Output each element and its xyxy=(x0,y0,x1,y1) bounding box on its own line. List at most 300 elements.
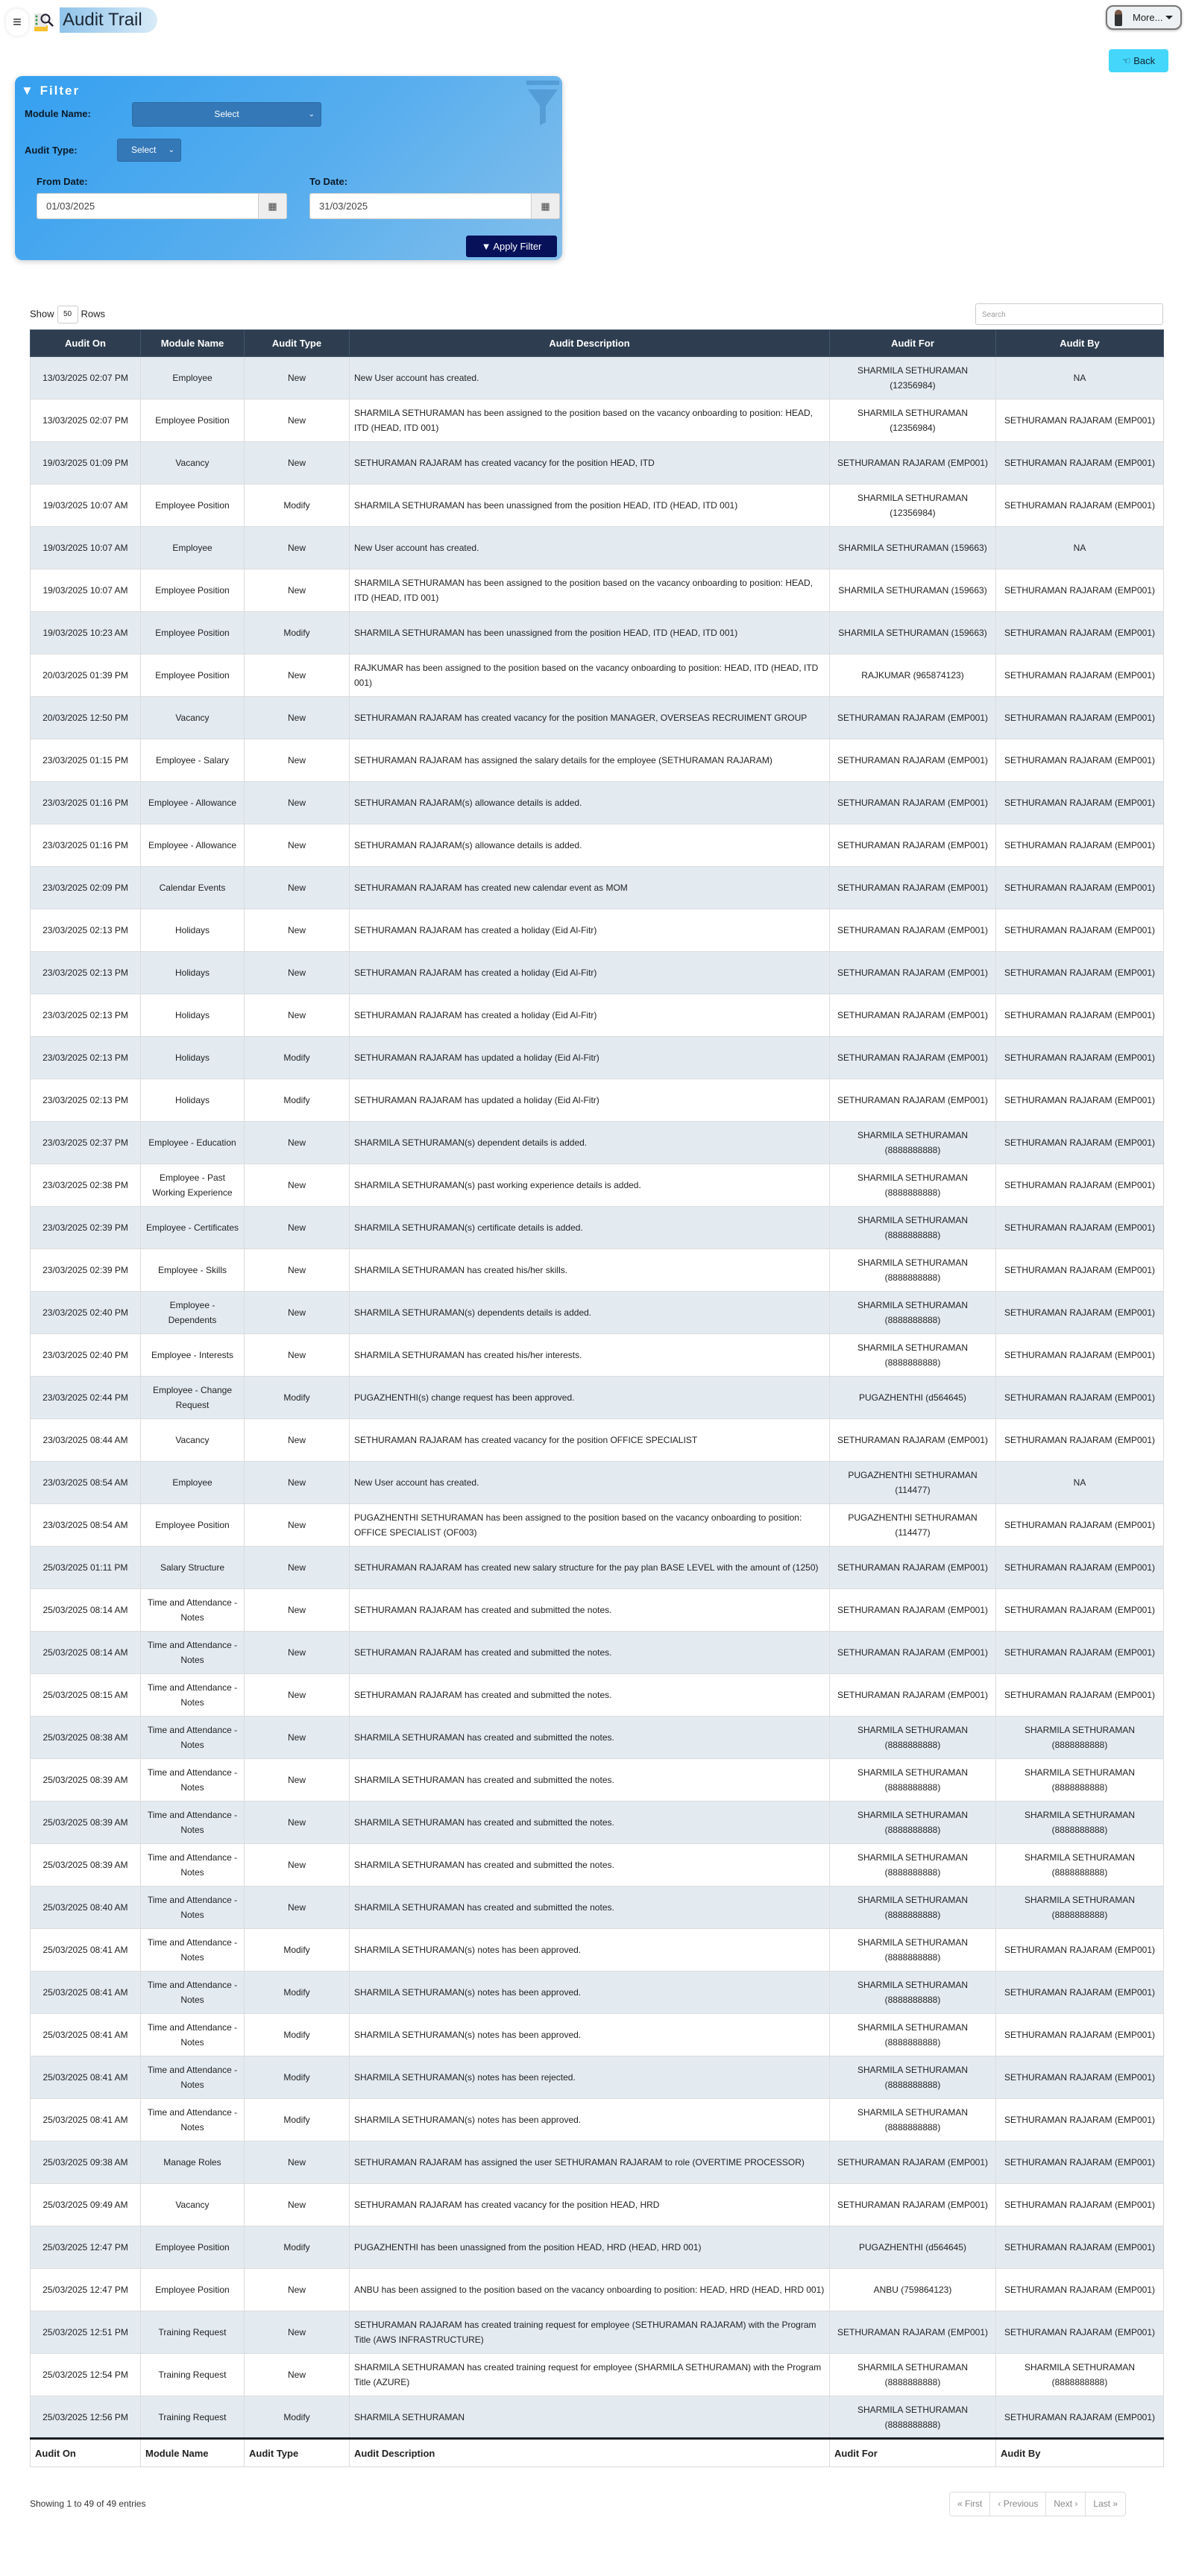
rows-per-page-input[interactable]: 50 xyxy=(57,306,78,323)
audit-by-cell: SETHURAMAN RAJARAM (EMP001) xyxy=(996,994,1164,1037)
audit-type-cell: New xyxy=(245,1759,350,1802)
module-name-cell: Employee Position xyxy=(141,2269,245,2311)
audit-description-cell: SHARMILA SETHURAMAN has created and submitted the notes. xyxy=(350,1802,830,1844)
chevron-down-icon: ⌄ xyxy=(168,146,174,154)
audit-for-cell: SHARMILA SETHURAMAN (159663) xyxy=(830,569,996,612)
audit-description-cell: SETHURAMAN RAJARAM has created vacancy for the position HEAD, HRD xyxy=(350,2184,830,2226)
audit-on-cell: 23/03/2025 01:15 PM xyxy=(31,739,141,782)
audit-on-cell: 23/03/2025 02:40 PM xyxy=(31,1292,141,1334)
audit-for-cell: SHARMILA SETHURAMAN (8888888888) xyxy=(830,1844,996,1887)
table-row xyxy=(31,1887,1164,1929)
column-header-module-name[interactable]: Module Name xyxy=(141,330,245,357)
calendar-icon[interactable]: ▦ xyxy=(258,194,286,218)
audit-type-cell: Modify xyxy=(245,1037,350,1079)
table-header-row xyxy=(31,330,1164,357)
table-row xyxy=(31,2141,1164,2184)
table-row xyxy=(31,909,1164,952)
audit-by-cell: SETHURAMAN RAJARAM (EMP001) xyxy=(996,2184,1164,2226)
column-footer-audit-description: Audit Description xyxy=(350,2439,830,2467)
column-header-audit-description[interactable]: Audit Description xyxy=(350,330,830,357)
audit-on-cell: 25/03/2025 08:39 AM xyxy=(31,1802,141,1844)
audit-on-cell: 25/03/2025 12:51 PM xyxy=(31,2311,141,2354)
module-name-cell: Vacancy xyxy=(141,1419,245,1462)
audit-type-cell: New xyxy=(245,867,350,909)
search-input[interactable]: Search xyxy=(975,303,1163,325)
audit-for-cell: SHARMILA SETHURAMAN (8888888888) xyxy=(830,1802,996,1844)
audit-on-cell: 23/03/2025 02:39 PM xyxy=(31,1249,141,1292)
hamburger-menu-button[interactable] xyxy=(6,9,28,36)
column-header-audit-for[interactable]: Audit For xyxy=(830,330,996,357)
table-row xyxy=(31,1717,1164,1759)
audit-by-cell: SETHURAMAN RAJARAM (EMP001) xyxy=(996,1547,1164,1589)
table-row xyxy=(31,2014,1164,2056)
audit-by-cell: SETHURAMAN RAJARAM (EMP001) xyxy=(996,484,1164,527)
audit-on-cell: 25/03/2025 12:47 PM xyxy=(31,2269,141,2311)
audit-by-cell: SETHURAMAN RAJARAM (EMP001) xyxy=(996,1674,1164,1717)
audit-type-cell: New xyxy=(245,1844,350,1887)
filter-panel xyxy=(15,76,562,260)
table-row xyxy=(31,1377,1164,1419)
module-name-cell: Time and Attendance - Notes xyxy=(141,1802,245,1844)
table-row xyxy=(31,1164,1164,1207)
module-name-cell: Holidays xyxy=(141,1079,245,1122)
next-page-button[interactable] xyxy=(1046,2493,1086,2516)
audit-on-cell: 23/03/2025 01:16 PM xyxy=(31,824,141,867)
audit-by-cell: SETHURAMAN RAJARAM (EMP001) xyxy=(996,1972,1164,2014)
audit-on-cell: 13/03/2025 02:07 PM xyxy=(31,357,141,400)
audit-description-cell: SETHURAMAN RAJARAM has created vacancy for the position HEAD, ITD xyxy=(350,442,830,484)
audit-by-cell: SETHURAMAN RAJARAM (EMP001) xyxy=(996,2396,1164,2439)
audit-for-cell: SETHURAMAN RAJARAM (EMP001) xyxy=(830,2311,996,2354)
module-name-select[interactable] xyxy=(132,102,321,127)
audit-on-cell: 23/03/2025 02:13 PM xyxy=(31,1037,141,1079)
module-name-cell: Time and Attendance - Notes xyxy=(141,1759,245,1802)
audit-on-cell: 19/03/2025 01:09 PM xyxy=(31,442,141,484)
audit-by-cell: SETHURAMAN RAJARAM (EMP001) xyxy=(996,1929,1164,1972)
audit-type-cell: New xyxy=(245,1419,350,1462)
audit-description-cell: SHARMILA SETHURAMAN(s) past working experience details is added. xyxy=(350,1164,830,1207)
module-name-cell: Vacancy xyxy=(141,442,245,484)
audit-by-cell: SETHURAMAN RAJARAM (EMP001) xyxy=(996,867,1164,909)
table-row xyxy=(31,2311,1164,2354)
audit-by-cell: SETHURAMAN RAJARAM (EMP001) xyxy=(996,697,1164,739)
audit-type-cell: Modify xyxy=(245,1972,350,2014)
audit-description-cell: SETHURAMAN RAJARAM has assigned the user SETHURAMAN RAJARAM to role (OVERTIME PROCESSOR) xyxy=(350,2141,830,2184)
audit-type-cell: Modify xyxy=(245,1079,350,1122)
audit-for-cell: SHARMILA SETHURAMAN (12356984) xyxy=(830,484,996,527)
audit-type-cell: Modify xyxy=(245,2396,350,2439)
audit-by-cell: SETHURAMAN RAJARAM (EMP001) xyxy=(996,909,1164,952)
audit-type-cell: New xyxy=(245,697,350,739)
audit-on-cell: 19/03/2025 10:07 AM xyxy=(31,484,141,527)
audit-type-cell: Modify xyxy=(245,1377,350,1419)
audit-for-cell: SHARMILA SETHURAMAN (12356984) xyxy=(830,400,996,442)
table-row xyxy=(31,484,1164,527)
table-row xyxy=(31,697,1164,739)
audit-for-cell: SHARMILA SETHURAMAN (8888888888) xyxy=(830,1164,996,1207)
audit-type-cell: New xyxy=(245,1249,350,1292)
module-name-cell: Employee - Certificates xyxy=(141,1207,245,1249)
audit-type-cell: New xyxy=(245,782,350,824)
module-name-cell: Time and Attendance - Notes xyxy=(141,1844,245,1887)
audit-by-cell: SETHURAMAN RAJARAM (EMP001) xyxy=(996,569,1164,612)
audit-type-cell: New xyxy=(245,569,350,612)
module-name-cell: Time and Attendance - Notes xyxy=(141,2099,245,2141)
audit-description-cell: SHARMILA SETHURAMAN has created and submitted the notes. xyxy=(350,1844,830,1887)
audit-on-cell: 25/03/2025 08:39 AM xyxy=(31,1844,141,1887)
module-name-cell: Training Request xyxy=(141,2311,245,2354)
audit-type-cell: New xyxy=(245,1589,350,1632)
module-name-cell: Employee Position xyxy=(141,2226,245,2269)
last-page-button[interactable] xyxy=(1086,2493,1125,2516)
calendar-icon[interactable]: ▦ xyxy=(531,194,559,218)
column-footer-audit-by: Audit By xyxy=(996,2439,1164,2467)
column-footer-audit-on: Audit On xyxy=(31,2439,141,2467)
audit-on-cell: 25/03/2025 08:40 AM xyxy=(31,1887,141,1929)
table-row xyxy=(31,612,1164,654)
audit-for-cell: SHARMILA SETHURAMAN (159663) xyxy=(830,527,996,569)
audit-by-cell: SETHURAMAN RAJARAM (EMP001) xyxy=(996,400,1164,442)
table-row xyxy=(31,1207,1164,1249)
module-name-cell: Manage Roles xyxy=(141,2141,245,2184)
audit-for-cell: SETHURAMAN RAJARAM (EMP001) xyxy=(830,2141,996,2184)
from-date-value: 01/03/2025 xyxy=(46,201,95,212)
audit-type-cell: New xyxy=(245,739,350,782)
user-more-dropdown[interactable] xyxy=(1106,5,1182,30)
audit-by-cell: SETHURAMAN RAJARAM (EMP001) xyxy=(996,782,1164,824)
audit-type-label: Audit Type: xyxy=(25,145,78,156)
audit-description-cell: SHARMILA SETHURAMAN has created and submitted the notes. xyxy=(350,1887,830,1929)
module-name-cell: Employee - Skills xyxy=(141,1249,245,1292)
audit-by-cell: SETHURAMAN RAJARAM (EMP001) xyxy=(996,2014,1164,2056)
audit-type-cell: New xyxy=(245,527,350,569)
audit-on-cell: 20/03/2025 12:50 PM xyxy=(31,697,141,739)
back-label: Back xyxy=(1133,55,1156,66)
audit-description-cell: SETHURAMAN RAJARAM has assigned the salary details for the employee (SETHURAMAN RAJARAM) xyxy=(350,739,830,782)
module-name-cell: Time and Attendance - Notes xyxy=(141,1929,245,1972)
table-row xyxy=(31,1122,1164,1164)
audit-for-cell: SHARMILA SETHURAMAN (159663) xyxy=(830,612,996,654)
audit-type-cell: New xyxy=(245,952,350,994)
audit-for-cell: SETHURAMAN RAJARAM (EMP001) xyxy=(830,442,996,484)
audit-on-cell: 23/03/2025 02:39 PM xyxy=(31,1207,141,1249)
module-name-cell: Training Request xyxy=(141,2396,245,2439)
audit-on-cell: 23/03/2025 02:38 PM xyxy=(31,1164,141,1207)
table-row xyxy=(31,1802,1164,1844)
audit-on-cell: 25/03/2025 08:15 AM xyxy=(31,1674,141,1717)
audit-on-cell: 23/03/2025 08:44 AM xyxy=(31,1419,141,1462)
column-header-audit-by[interactable]: Audit By xyxy=(996,330,1164,357)
audit-for-cell: SETHURAMAN RAJARAM (EMP001) xyxy=(830,952,996,994)
audit-type-cell: New xyxy=(245,654,350,697)
audit-for-cell: SHARMILA SETHURAMAN (8888888888) xyxy=(830,1759,996,1802)
audit-description-cell: New User account has created. xyxy=(350,527,830,569)
audit-on-cell: 25/03/2025 08:41 AM xyxy=(31,1972,141,2014)
audit-for-cell: SHARMILA SETHURAMAN (8888888888) xyxy=(830,1292,996,1334)
audit-by-cell: SHARMILA SETHURAMAN (8888888888) xyxy=(996,2354,1164,2396)
filter-heading xyxy=(21,83,80,98)
audit-description-cell: SHARMILA SETHURAMAN(s) dependent details is added. xyxy=(350,1122,830,1164)
user-avatar-icon xyxy=(1115,10,1122,26)
audit-by-cell: SETHURAMAN RAJARAM (EMP001) xyxy=(996,654,1164,697)
audit-by-cell: SETHURAMAN RAJARAM (EMP001) xyxy=(996,1632,1164,1674)
caret-down-icon xyxy=(1165,16,1173,23)
module-name-value: Select xyxy=(214,109,239,119)
audit-for-cell: PUGAZHENTHI SETHURAMAN (114477) xyxy=(830,1462,996,1504)
table-row xyxy=(31,654,1164,697)
audit-description-cell: SETHURAMAN RAJARAM has created training request for employee (SETHURAMAN RAJARAM) with the Program Title (AWS INFRASTRUCTURE) xyxy=(350,2311,830,2354)
audit-for-cell: SHARMILA SETHURAMAN (8888888888) xyxy=(830,1249,996,1292)
module-name-cell: Time and Attendance - Notes xyxy=(141,1717,245,1759)
first-page-button[interactable] xyxy=(950,2493,990,2516)
table-row xyxy=(31,1249,1164,1292)
previous-page-button[interactable] xyxy=(990,2493,1046,2516)
audit-for-cell: PUGAZHENTHI SETHURAMAN (114477) xyxy=(830,1504,996,1547)
chevron-left-icon: ‹ xyxy=(998,2498,1001,2509)
audit-for-cell: PUGAZHENTHI (d564645) xyxy=(830,2226,996,2269)
table-row xyxy=(31,2099,1164,2141)
from-date-label: From Date: xyxy=(37,176,88,187)
chevron-down-icon: ⌄ xyxy=(308,110,315,119)
audit-type-cell: New xyxy=(245,1887,350,1929)
module-name-cell: Holidays xyxy=(141,909,245,952)
table-row xyxy=(31,1674,1164,1717)
to-date-value: 31/03/2025 xyxy=(319,201,368,212)
column-header-audit-on[interactable]: Audit On xyxy=(31,330,141,357)
table-row xyxy=(31,1037,1164,1079)
rows-label: Rows xyxy=(81,308,106,320)
audit-description-cell: SETHURAMAN RAJARAM has created vacancy for the position OFFICE SPECIALIST xyxy=(350,1419,830,1462)
audit-description-cell: SETHURAMAN RAJARAM has created a holiday (Eid Al-Fitr) xyxy=(350,909,830,952)
first-label: First xyxy=(965,2498,983,2509)
table-row xyxy=(31,1632,1164,1674)
audit-for-cell: SETHURAMAN RAJARAM (EMP001) xyxy=(830,782,996,824)
table-row xyxy=(31,357,1164,400)
audit-for-cell: SETHURAMAN RAJARAM (EMP001) xyxy=(830,994,996,1037)
module-name-cell: Holidays xyxy=(141,1037,245,1079)
show-label: Show xyxy=(30,308,54,320)
module-name-cell: Employee - Education xyxy=(141,1122,245,1164)
module-name-cell: Vacancy xyxy=(141,697,245,739)
audit-description-cell: SETHURAMAN RAJARAM has created and submitted the notes. xyxy=(350,1674,830,1717)
audit-type-cell: New xyxy=(245,1462,350,1504)
audit-type-cell: New xyxy=(245,400,350,442)
audit-description-cell: SETHURAMAN RAJARAM has created new salary structure for the pay plan BASE LEVEL with the amount of (1250) xyxy=(350,1547,830,1589)
table-row xyxy=(31,739,1164,782)
module-name-cell: Time and Attendance - Notes xyxy=(141,2056,245,2099)
audit-by-cell: SHARMILA SETHURAMAN (8888888888) xyxy=(996,1844,1164,1887)
module-name-cell: Calendar Events xyxy=(141,867,245,909)
audit-type-select[interactable] xyxy=(117,139,181,162)
audit-description-cell: SHARMILA SETHURAMAN has created training request for employee (SHARMILA SETHURAMAN) with the Program Title (AZURE) xyxy=(350,2354,830,2396)
audit-description-cell: SHARMILA SETHURAMAN(s) dependents details is added. xyxy=(350,1292,830,1334)
table-row xyxy=(31,1972,1164,2014)
table-row xyxy=(31,782,1164,824)
audit-on-cell: 25/03/2025 08:38 AM xyxy=(31,1717,141,1759)
audit-by-cell: SETHURAMAN RAJARAM (EMP001) xyxy=(996,1079,1164,1122)
audit-on-cell: 25/03/2025 12:54 PM xyxy=(31,2354,141,2396)
more-label: More... xyxy=(1133,12,1163,23)
last-label: Last xyxy=(1093,2498,1111,2509)
module-name-cell: Employee - Allowance xyxy=(141,824,245,867)
audit-description-cell: SETHURAMAN RAJARAM(s) allowance details is added. xyxy=(350,782,830,824)
audit-by-cell: SETHURAMAN RAJARAM (EMP001) xyxy=(996,1377,1164,1419)
module-name-cell: Employee Position xyxy=(141,654,245,697)
audit-description-cell: SETHURAMAN RAJARAM has updated a holiday (Eid Al-Fitr) xyxy=(350,1079,830,1122)
audit-on-cell: 19/03/2025 10:07 AM xyxy=(31,569,141,612)
audit-description-cell: SHARMILA SETHURAMAN(s) notes has been approved. xyxy=(350,1972,830,2014)
table-row xyxy=(31,1547,1164,1589)
audit-description-cell: SHARMILA SETHURAMAN has created his/her interests. xyxy=(350,1334,830,1377)
column-footer-module-name: Module Name xyxy=(141,2439,245,2467)
audit-description-cell: ANBU has been assigned to the position based on the vacancy onboarding to position: HEAD, HRD (HEAD, HRD 001) xyxy=(350,2269,830,2311)
audit-description-cell: SHARMILA SETHURAMAN has created and submitted the notes. xyxy=(350,1759,830,1802)
audit-on-cell: 25/03/2025 01:11 PM xyxy=(31,1547,141,1589)
audit-on-cell: 25/03/2025 08:14 AM xyxy=(31,1632,141,1674)
table-row xyxy=(31,2056,1164,2099)
audit-type-cell: Modify xyxy=(245,484,350,527)
audit-for-cell: SETHURAMAN RAJARAM (EMP001) xyxy=(830,1674,996,1717)
module-name-cell: Employee - Change Request xyxy=(141,1377,245,1419)
audit-type-cell: New xyxy=(245,909,350,952)
audit-on-cell: 25/03/2025 12:56 PM xyxy=(31,2396,141,2439)
table-row xyxy=(31,952,1164,994)
table-row xyxy=(31,1419,1164,1462)
column-header-audit-type[interactable]: Audit Type xyxy=(245,330,350,357)
audit-for-cell: SHARMILA SETHURAMAN (8888888888) xyxy=(830,2354,996,2396)
table-row xyxy=(31,1462,1164,1504)
audit-by-cell: SHARMILA SETHURAMAN (8888888888) xyxy=(996,1887,1164,1929)
table-row xyxy=(31,824,1164,867)
audit-on-cell: 19/03/2025 10:23 AM xyxy=(31,612,141,654)
audit-description-cell: SETHURAMAN RAJARAM has created and submitted the notes. xyxy=(350,1632,830,1674)
audit-type-cell: New xyxy=(245,1802,350,1844)
audit-by-cell: SETHURAMAN RAJARAM (EMP001) xyxy=(996,2099,1164,2141)
audit-type-cell: New xyxy=(245,1334,350,1377)
audit-on-cell: 25/03/2025 12:47 PM xyxy=(31,2226,141,2269)
audit-type-cell: New xyxy=(245,994,350,1037)
audit-type-cell: Modify xyxy=(245,2056,350,2099)
audit-for-cell: SHARMILA SETHURAMAN (8888888888) xyxy=(830,1334,996,1377)
apply-filter-button[interactable] xyxy=(466,236,557,257)
audit-for-cell: SETHURAMAN RAJARAM (EMP001) xyxy=(830,1079,996,1122)
hamburger-icon: ≡ xyxy=(13,14,22,31)
audit-by-cell: SHARMILA SETHURAMAN (8888888888) xyxy=(996,1802,1164,1844)
audit-description-cell: SHARMILA SETHURAMAN(s) notes has been rejected. xyxy=(350,2056,830,2099)
audit-for-cell: SETHURAMAN RAJARAM (EMP001) xyxy=(830,2184,996,2226)
table-row xyxy=(31,2396,1164,2439)
audit-description-cell: SHARMILA SETHURAMAN(s) notes has been approved. xyxy=(350,1929,830,1972)
audit-description-cell: SHARMILA SETHURAMAN has been assigned to the position based on the vacancy onboarding to position: HEAD, ITD (HEAD, ITD 001) xyxy=(350,400,830,442)
audit-on-cell: 25/03/2025 08:39 AM xyxy=(31,1759,141,1802)
audit-for-cell: SHARMILA SETHURAMAN (8888888888) xyxy=(830,1929,996,1972)
audit-by-cell: SETHURAMAN RAJARAM (EMP001) xyxy=(996,824,1164,867)
audit-description-cell: SHARMILA SETHURAMAN has created and submitted the notes. xyxy=(350,1717,830,1759)
module-name-cell: Employee Position xyxy=(141,1504,245,1547)
audit-type-cell: New xyxy=(245,1717,350,1759)
module-name-cell: Time and Attendance - Notes xyxy=(141,1674,245,1717)
hand-point-left-icon: ☜ xyxy=(1121,55,1134,66)
audit-by-cell: SHARMILA SETHURAMAN (8888888888) xyxy=(996,1759,1164,1802)
audit-on-cell: 25/03/2025 08:14 AM xyxy=(31,1589,141,1632)
audit-type-cell: Modify xyxy=(245,1929,350,1972)
filter-title: Filter xyxy=(40,83,81,98)
table-row xyxy=(31,1589,1164,1632)
table-row xyxy=(31,1334,1164,1377)
module-name-label: Module Name: xyxy=(25,108,91,119)
module-name-cell: Training Request xyxy=(141,2354,245,2396)
audit-by-cell: SETHURAMAN RAJARAM (EMP001) xyxy=(996,612,1164,654)
module-name-cell: Employee - Interests xyxy=(141,1334,245,1377)
audit-on-cell: 25/03/2025 08:41 AM xyxy=(31,2099,141,2141)
audit-description-cell: SETHURAMAN RAJARAM has created and submitted the notes. xyxy=(350,1589,830,1632)
audit-by-cell: SETHURAMAN RAJARAM (EMP001) xyxy=(996,1504,1164,1547)
from-date-input[interactable] xyxy=(37,193,287,219)
audit-description-cell: SHARMILA SETHURAMAN has been assigned to the position based on the vacancy onboarding to position: HEAD, ITD (HEAD, ITD 001) xyxy=(350,569,830,612)
to-date-input[interactable] xyxy=(309,193,560,219)
audit-type-cell: New xyxy=(245,1504,350,1547)
table-row xyxy=(31,442,1164,484)
module-name-cell: Time and Attendance - Notes xyxy=(141,1632,245,1674)
audit-for-cell: SHARMILA SETHURAMAN (8888888888) xyxy=(830,2014,996,2056)
column-footer-audit-type: Audit Type xyxy=(245,2439,350,2467)
column-footer-audit-for: Audit For xyxy=(830,2439,996,2467)
table-row xyxy=(31,2226,1164,2269)
module-name-cell: Employee Position xyxy=(141,612,245,654)
back-button[interactable] xyxy=(1109,49,1168,72)
audit-on-cell: 23/03/2025 08:54 AM xyxy=(31,1504,141,1547)
module-name-cell: Employee xyxy=(141,1462,245,1504)
audit-for-cell: SETHURAMAN RAJARAM (EMP001) xyxy=(830,824,996,867)
audit-description-cell: SHARMILA SETHURAMAN has been unassigned from the position HEAD, ITD (HEAD, ITD 001) xyxy=(350,484,830,527)
audit-by-cell: SETHURAMAN RAJARAM (EMP001) xyxy=(996,2141,1164,2184)
audit-on-cell: 23/03/2025 02:40 PM xyxy=(31,1334,141,1377)
audit-for-cell: SHARMILA SETHURAMAN (12356984) xyxy=(830,357,996,400)
audit-for-cell: SHARMILA SETHURAMAN (8888888888) xyxy=(830,2099,996,2141)
audit-description-cell: SHARMILA SETHURAMAN xyxy=(350,2396,830,2439)
table-row xyxy=(31,994,1164,1037)
module-name-cell: Employee Position xyxy=(141,400,245,442)
audit-type-cell: New xyxy=(245,1547,350,1589)
audit-for-cell: SETHURAMAN RAJARAM (EMP001) xyxy=(830,1037,996,1079)
next-label: Next xyxy=(1054,2498,1073,2509)
audit-description-cell: SHARMILA SETHURAMAN(s) notes has been approved. xyxy=(350,2099,830,2141)
audit-on-cell: 25/03/2025 08:41 AM xyxy=(31,2014,141,2056)
audit-on-cell: 23/03/2025 02:09 PM xyxy=(31,867,141,909)
audit-type-cell: New xyxy=(245,1632,350,1674)
audit-on-cell: 23/03/2025 01:16 PM xyxy=(31,782,141,824)
audit-by-cell: NA xyxy=(996,527,1164,569)
audit-for-cell: ANBU (759864123) xyxy=(830,2269,996,2311)
rows-per-page xyxy=(30,306,105,323)
module-name-cell: Holidays xyxy=(141,952,245,994)
funnel-watermark-icon xyxy=(526,80,559,125)
audit-for-cell: SHARMILA SETHURAMAN (8888888888) xyxy=(830,2396,996,2439)
audit-description-cell: SETHURAMAN RAJARAM has created vacancy for the position MANAGER, OVERSEAS RECRUIMENT GROUP xyxy=(350,697,830,739)
audit-by-cell: SETHURAMAN RAJARAM (EMP001) xyxy=(996,952,1164,994)
table-row xyxy=(31,867,1164,909)
table-row xyxy=(31,400,1164,442)
audit-type-cell: New xyxy=(245,824,350,867)
page-title: Audit Trail xyxy=(60,7,157,33)
audit-by-cell: SETHURAMAN RAJARAM (EMP001) xyxy=(996,2226,1164,2269)
audit-on-cell: 23/03/2025 02:37 PM xyxy=(31,1122,141,1164)
audit-on-cell: 25/03/2025 08:41 AM xyxy=(31,1929,141,1972)
audit-for-cell: SETHURAMAN RAJARAM (EMP001) xyxy=(830,1419,996,1462)
audit-type-cell: New xyxy=(245,2311,350,2354)
audit-type-cell: New xyxy=(245,2141,350,2184)
double-chevron-left-icon: « xyxy=(957,2498,963,2509)
